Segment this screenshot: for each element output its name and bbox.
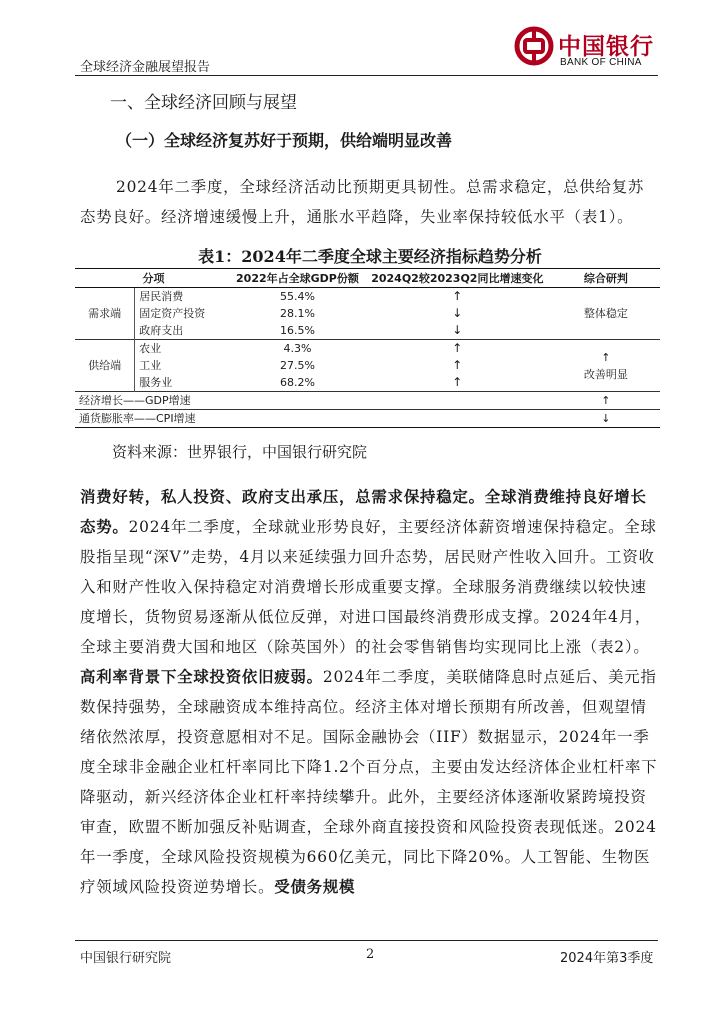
header-divider — [75, 75, 658, 76]
col-header-item: 分项 — [75, 269, 232, 288]
row-change-arrow: ↓ — [452, 323, 463, 337]
col-header-summary: 综合研判 — [552, 269, 660, 288]
demand-summary: 整体稳定 — [583, 307, 628, 320]
row-item: 服务业 — [135, 374, 232, 392]
supply-summary — [552, 340, 660, 392]
row-share: 68.2% — [279, 376, 315, 389]
table-row — [75, 340, 660, 358]
indicator-table — [75, 268, 660, 428]
gdp-summary-arrow: ↑ — [552, 392, 660, 410]
row-change-arrow: ↑ — [452, 289, 463, 303]
subsection-heading: （一）全球经济复苏好于预期，供给端明显改善 — [116, 131, 453, 150]
row-share: 27.5% — [279, 359, 315, 372]
body-bold-2: 高利率背景下全球投资依旧疲弱。 — [80, 668, 323, 686]
row-item: 固定资产投资 — [135, 305, 232, 322]
table-caption: 表1：2024年二季度全球主要经济指标趋势分析 — [198, 247, 542, 266]
cpi-label: 通货膨胀率——CPI增速 — [75, 410, 552, 428]
row-change-arrow: ↓ — [452, 306, 463, 320]
supply-summary-arrow: ↑ — [601, 350, 611, 364]
body-paragraph — [80, 482, 660, 902]
cpi-summary-arrow: ↓ — [552, 410, 660, 428]
row-item: 工业 — [135, 357, 232, 374]
supply-summary-text: 改善明显 — [583, 367, 628, 381]
row-share: 28.1% — [279, 307, 315, 320]
row-share: 4.3% — [232, 340, 363, 358]
logo-english-text: BANK OF CHINA — [560, 57, 642, 68]
table-row-cpi — [75, 410, 660, 428]
group-label-supply: 供给端 — [75, 340, 135, 392]
row-item: 农业 — [135, 340, 232, 358]
col-header-share: 2022年占全球GDP份额 — [232, 269, 363, 288]
row-change-arrow: ↑ — [452, 375, 463, 389]
page-number: 2 — [366, 947, 375, 962]
table-row — [75, 288, 660, 306]
row-item: 政府支出 — [135, 322, 232, 340]
col-header-change: 2024Q2较2023Q2同比增速变化 — [363, 269, 552, 288]
body-bold-1: 消费好转，私人投资、政府支出承压，总需求保持稳定。全球消费维持良好增长态势。 — [80, 488, 647, 536]
body-text-1: 2024年二季度，全球就业形势良好，主要经济体薪资增速保持稳定。全球股指呈现“深V”走势，4月以来延续强力回升态势，居民财产性收入回升。工资收入和财产性收入保持稳定对消费增长形成重要支撑。全球服务消费继续以较快速度增长，货物贸易逐渐从低位反弹，对进口国最终消费形成支撑。2024年4月，全球主要消费大国和地区（除英国外）的社会零售销售均实现同比上涨（表2）。 — [80, 518, 657, 656]
footer-org: 中国银行研究院 — [80, 951, 172, 966]
logo-chinese-text: 中国银行 — [558, 33, 654, 60]
row-item: 居民消费 — [135, 288, 232, 306]
group-label-demand: 需求端 — [88, 307, 122, 320]
intro-paragraph: 2024年二季度，全球经济活动比预期更具韧性。总需求稳定，总供给复苏态势良好。经济增速缓慢上升，通胀水平趋降，失业率保持较低水平（表1）。 — [80, 178, 645, 226]
table-header-row — [75, 269, 660, 288]
table-row-gdp — [75, 392, 660, 410]
report-title: 全球经济金融展望报告 — [80, 60, 211, 75]
body-bold-3: 受债务规模 — [274, 878, 356, 896]
section-heading: 一、全球经济回顾与展望 — [110, 93, 297, 113]
row-change-arrow: ↑ — [452, 358, 463, 372]
row-change-arrow: ↑ — [363, 340, 552, 358]
row-share: 55.4% — [279, 290, 315, 303]
footer-period: 2024年第3季度 — [560, 951, 654, 966]
footer-divider — [75, 940, 658, 941]
row-share: 16.5% — [279, 324, 315, 337]
body-text-2: 2024年二季度，美联储降息时点延后、美元指数保持强势，全球融资成本维持高位。经济主体对增长预期有所改善，但观望情绪依然浓厚，投资意愿相对不足。国际金融协会（IIF）数据显示，2024年一季度全球非金融企业杠杆率同比下降1.2个百分点，主要由发达经济体企业杠杆率下降驱动，新兴经济体企业杠杆率持续攀升。此外，主要经济体逐渐收紧跨境投资审查，欧盟不断加强反补贴调查，全球外商直接投资和风险投资表现低迷。2024年一季度，全球风险投资规模为660亿美元，同比下降20%。人工智能、生物医疗领域风险投资逆势增长。 — [80, 668, 658, 896]
table-source: 资料来源：世界银行，中国银行研究院 — [112, 443, 368, 461]
gdp-label: 经济增长——GDP增速 — [75, 392, 552, 410]
